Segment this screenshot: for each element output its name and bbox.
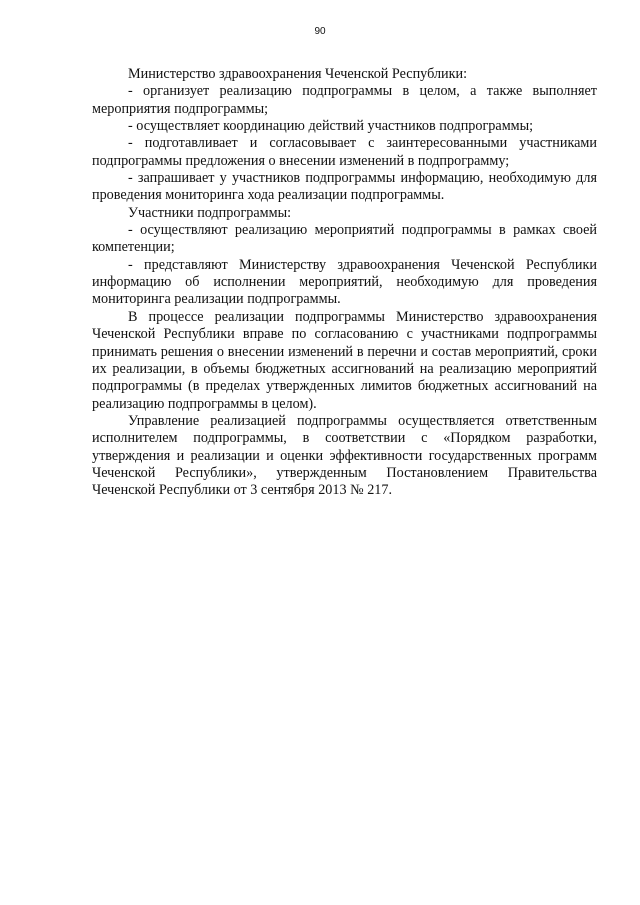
paragraph-ministry-prepares: - подготавливает и согласовывает с заинтересованными участниками подпрограммы предложения о внесении изменений в подпрограмму; — [92, 135, 597, 169]
document-body — [92, 66, 597, 500]
paragraph-management: Управление реализацией подпрограммы осуществляется ответственным исполнителем подпрограммы, в соответствии с «Порядком разработки, утверждения и реализации и оценки эффективности государственных программ Чеченской Республики», утвержденным Постановлением Правительства Чеченской Республики от 3 сентября 2013 № 217. — [92, 412, 597, 499]
paragraph-ministry-coordinates: - осуществляет координацию действий участников подпрограммы; — [128, 118, 534, 135]
paragraph-participants-heading: Участники подпрограммы: — [128, 204, 292, 221]
paragraph-participants-implement: - осуществляют реализацию мероприятий подпрограммы в рамках своей компетенции; — [92, 222, 597, 256]
paragraph-ministry-organizes: - организует реализацию подпрограммы в целом, а также выполняет мероприятия подпрограммы; — [92, 83, 597, 117]
paragraph-ministry-requests: - запрашивает у участников подпрограммы информацию, необходимую для проведения мониторинга хода реализации подпрограммы. — [92, 170, 597, 204]
paragraph-ministry-heading: Министерство здравоохранения Чеченской Республики: — [128, 66, 468, 82]
paragraph-implementation-process: В процессе реализации подпрограммы Министерство здравоохранения Чеченской Республики вправе по согласованию с участниками подпрограммы принимать решения о внесении изменений в перечни и состав мероприятий, сроки их реализации, в объемы бюджетных ассигнований на реализацию мероприятий подпрограммы (в пределах утвержденных лимитов бюджетных ассигнований на реализацию подпрограммы в целом). — [92, 308, 597, 412]
paragraph-participants-report: - представляют Министерству здравоохранения Чеченской Республики информацию об исполнении мероприятий, необходимую для проведения мониторинга реализации подпрограммы. — [92, 256, 597, 308]
page-number: 90 — [314, 26, 326, 37]
